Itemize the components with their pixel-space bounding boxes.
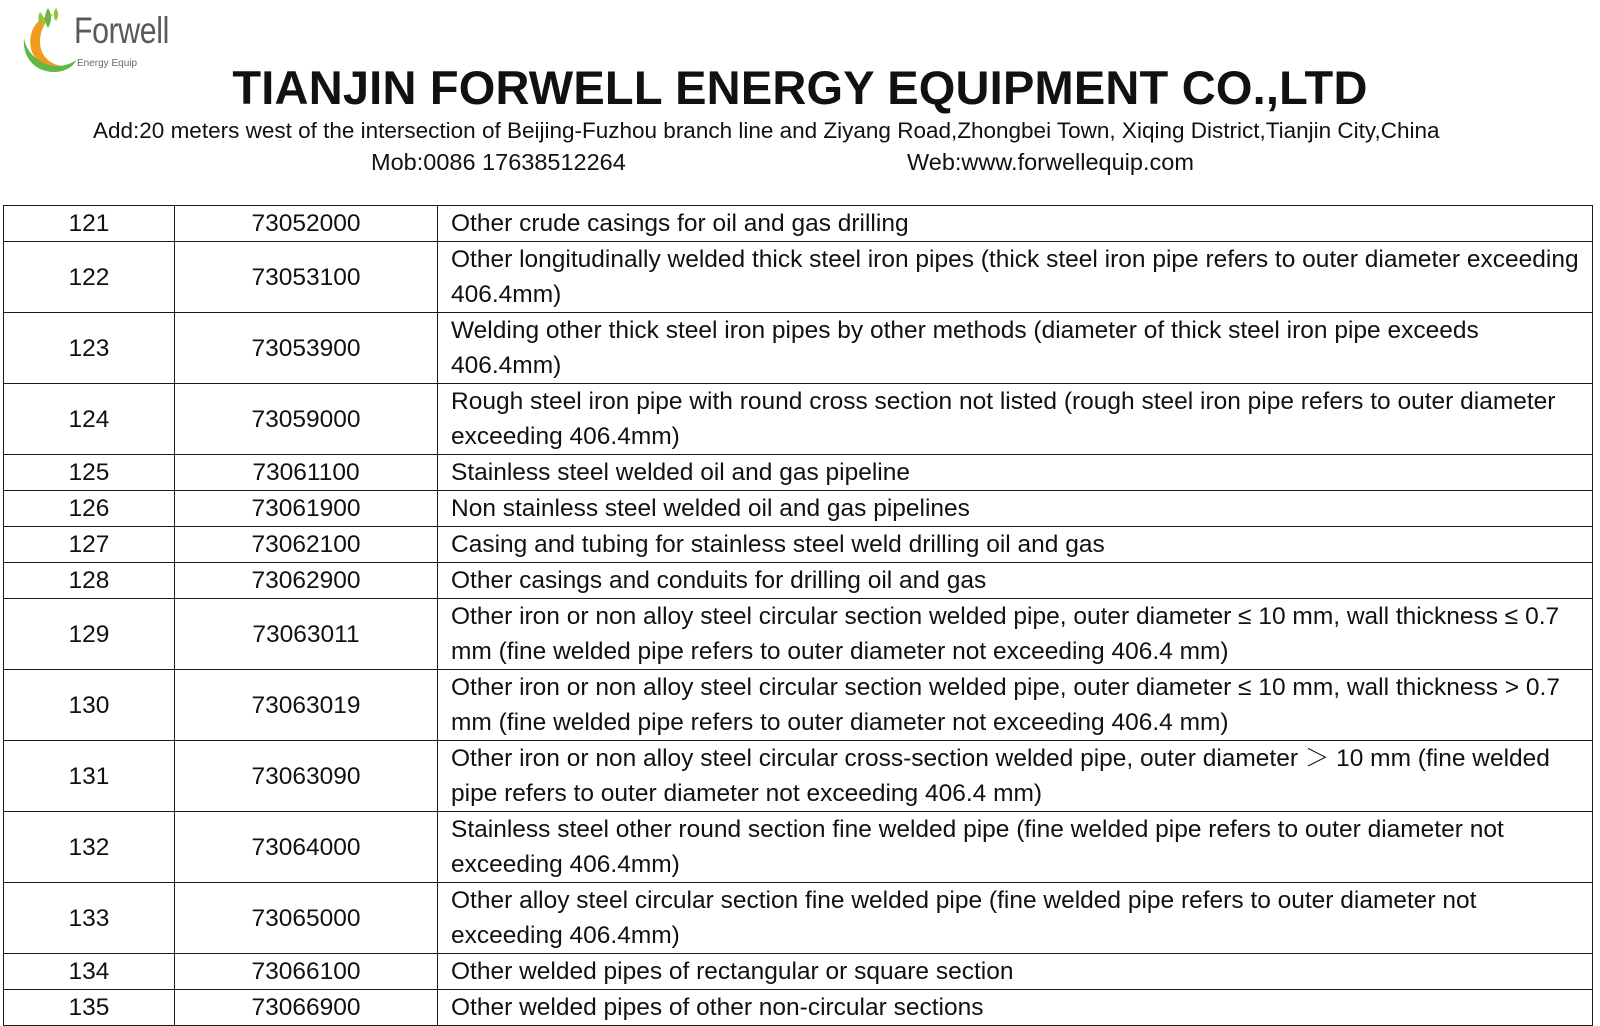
description-cell: Casing and tubing for stainless steel weld drilling oil and gas xyxy=(438,527,1593,563)
table-row xyxy=(4,954,1593,990)
logo-tagline: Energy Equip xyxy=(77,58,138,69)
table-row xyxy=(4,384,1593,455)
row-number-cell: 132 xyxy=(4,812,175,883)
table-row xyxy=(4,599,1593,670)
table-row xyxy=(4,491,1593,527)
table-row xyxy=(4,812,1593,883)
description-cell: Other welded pipes of rectangular or square section xyxy=(438,954,1593,990)
row-number-cell: 122 xyxy=(4,242,175,313)
hs-code-cell: 73053100 xyxy=(175,242,438,313)
description-cell: Other crude casings for oil and gas drilling xyxy=(438,206,1593,242)
row-number-cell: 121 xyxy=(4,206,175,242)
description-cell: Stainless steel welded oil and gas pipeline xyxy=(438,455,1593,491)
table-row xyxy=(4,242,1593,313)
row-number-cell: 133 xyxy=(4,883,175,954)
description-cell: Non stainless steel welded oil and gas pipelines xyxy=(438,491,1593,527)
description-cell: Rough steel iron pipe with round cross section not listed (rough steel iron pipe refers to outer diameter exceeding 406.4mm) xyxy=(438,384,1593,455)
row-number-cell: 125 xyxy=(4,455,175,491)
description-cell: Stainless steel other round section fine welded pipe (fine welded pipe refers to outer diameter not exceeding 406.4mm) xyxy=(438,812,1593,883)
company-website: Web:www.forwellequip.com xyxy=(907,149,1194,175)
table-row xyxy=(4,883,1593,954)
row-number-cell: 129 xyxy=(4,599,175,670)
table-row xyxy=(4,527,1593,563)
hs-code-cell: 73061100 xyxy=(175,455,438,491)
row-number-cell: 135 xyxy=(4,990,175,1026)
hs-code-cell: 73062100 xyxy=(175,527,438,563)
description-cell: Other casings and conduits for drilling oil and gas xyxy=(438,563,1593,599)
table-row xyxy=(4,563,1593,599)
description-cell: Other longitudinally welded thick steel iron pipes (thick steel iron pipe refers to outer diameter exceeding 406.4mm) xyxy=(438,242,1593,313)
description-cell: Welding other thick steel iron pipes by other methods (diameter of thick steel iron pipe exceeds 406.4mm) xyxy=(438,313,1593,384)
hs-code-cell: 73063019 xyxy=(175,670,438,741)
table-row xyxy=(4,313,1593,384)
hs-code-cell: 73064000 xyxy=(175,812,438,883)
row-number-cell: 134 xyxy=(4,954,175,990)
table-row xyxy=(4,741,1593,812)
description-cell: Other alloy steel circular section fine welded pipe (fine welded pipe refers to outer diameter not exceeding 406.4mm) xyxy=(438,883,1593,954)
hs-code-cell: 73066100 xyxy=(175,954,438,990)
row-number-cell: 126 xyxy=(4,491,175,527)
row-number-cell: 128 xyxy=(4,563,175,599)
description-cell: Other welded pipes of other non-circular sections xyxy=(438,990,1593,1026)
row-number-cell: 131 xyxy=(4,741,175,812)
hs-code-cell: 73062900 xyxy=(175,563,438,599)
description-cell: Other iron or non alloy steel circular cross-section welded pipe, outer diameter ＞ 10 mm (fine welded pipe refers to outer diameter not exceeding 406.4 mm) xyxy=(438,741,1593,812)
hs-code-cell: 73063090 xyxy=(175,741,438,812)
row-number-cell: 123 xyxy=(4,313,175,384)
table-row xyxy=(4,455,1593,491)
row-number-cell: 127 xyxy=(4,527,175,563)
hs-code-table-body xyxy=(4,206,1593,1026)
description-cell: Other iron or non alloy steel circular section welded pipe, outer diameter ≤ 10 mm, wall thickness ≤ 0.7 mm (fine welded pipe refers to outer diameter not exceeding 406.4 mm) xyxy=(438,599,1593,670)
description-cell: Other iron or non alloy steel circular section welded pipe, outer diameter ≤ 10 mm, wall thickness > 0.7 mm (fine welded pipe refers to outer diameter not exceeding 406.4 mm) xyxy=(438,670,1593,741)
logo-wordmark: Forwell xyxy=(74,10,169,51)
hs-code-cell: 73053900 xyxy=(175,313,438,384)
hs-code-cell: 73052000 xyxy=(175,206,438,242)
hs-code-cell: 73061900 xyxy=(175,491,438,527)
company-name: TIANJIN FORWELL ENERGY EQUIPMENT CO.,LTD xyxy=(232,61,1368,114)
hs-code-table xyxy=(3,205,1593,1026)
hs-code-cell: 73059000 xyxy=(175,384,438,455)
hs-code-cell: 73066900 xyxy=(175,990,438,1026)
company-mobile: Mob:0086 17638512264 xyxy=(371,149,626,175)
hs-code-cell: 73065000 xyxy=(175,883,438,954)
company-address: Add:20 meters west of the intersection of Beijing-Fuzhou branch line and Ziyang Road,Zhongbei Town, Xiqing District,Tianjin City,China xyxy=(93,118,1440,143)
table-row xyxy=(4,206,1593,242)
row-number-cell: 130 xyxy=(4,670,175,741)
hs-code-cell: 73063011 xyxy=(175,599,438,670)
row-number-cell: 124 xyxy=(4,384,175,455)
table-row xyxy=(4,670,1593,741)
table-row xyxy=(4,990,1593,1026)
